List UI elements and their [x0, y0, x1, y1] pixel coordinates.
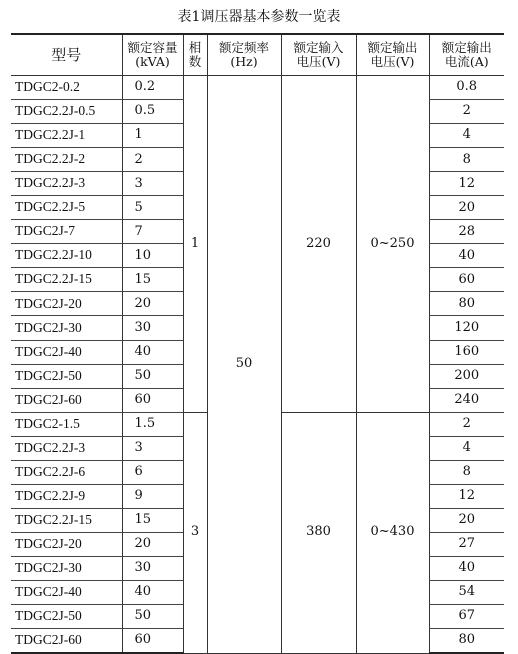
- header-output-current-line1: 额定输出: [441, 40, 492, 56]
- cell-model: TDGC2.2J-9: [11, 484, 122, 508]
- header-frequency: [207, 34, 281, 76]
- cell-capacity: 6: [122, 460, 183, 484]
- cell-capacity: 20: [122, 292, 183, 316]
- header-output-voltage-line2: 电压(V): [370, 54, 415, 69]
- cell-output-current: 160: [429, 340, 504, 364]
- cell-output-current: 2: [429, 100, 504, 124]
- cell-output-current: 60: [429, 268, 504, 292]
- cell-model: TDGC2J-40: [11, 340, 122, 364]
- cell-model: TDGC2.2J-10: [11, 244, 122, 268]
- header-model: [11, 34, 122, 76]
- cell-output-current: 200: [429, 364, 504, 388]
- cell-model: TDGC2.2J-0.5: [11, 100, 122, 124]
- header-input-voltage-line1: 额定输入: [293, 40, 344, 56]
- cell-capacity: 50: [122, 605, 183, 629]
- header-output-voltage: [356, 34, 429, 76]
- cell-model: TDGC2J-60: [11, 388, 122, 412]
- cell-model: TDGC2.2J-6: [11, 460, 122, 484]
- cell-capacity: 60: [122, 629, 183, 654]
- table-title: 表1调压器基本参数一览表: [177, 9, 341, 25]
- cell-capacity: 20: [122, 532, 183, 556]
- header-phase: [183, 34, 207, 76]
- cell-output-current: 12: [429, 172, 504, 196]
- cell-model: TDGC2.2J-15: [11, 268, 122, 292]
- cell-model: TDGC2J-30: [11, 316, 122, 340]
- cell-phase: 1: [183, 76, 207, 413]
- cell-capacity: 30: [122, 556, 183, 580]
- parameter-table: [11, 33, 504, 654]
- header-capacity-line1: 额定容量: [127, 40, 178, 56]
- cell-capacity: 5: [122, 196, 183, 220]
- cell-input-voltage: 220: [281, 76, 356, 413]
- header-frequency-line2: (Hz): [230, 54, 258, 69]
- cell-output-current: 12: [429, 484, 504, 508]
- cell-output-current: 80: [429, 292, 504, 316]
- header-frequency-line1: 额定频率: [218, 40, 269, 56]
- cell-capacity: 1: [122, 124, 183, 148]
- cell-phase: 3: [183, 412, 207, 653]
- cell-model: TDGC2J-50: [11, 605, 122, 629]
- cell-output-current: 20: [429, 508, 504, 532]
- cell-model: TDGC2J-50: [11, 364, 122, 388]
- cell-output-current: 40: [429, 244, 504, 268]
- cell-model: TDGC2-1.5: [11, 412, 122, 436]
- cell-capacity: 7: [122, 220, 183, 244]
- header-output-current-line2: 电流(A): [444, 54, 489, 69]
- cell-capacity: 3: [122, 172, 183, 196]
- cell-output-current: 2: [429, 412, 504, 436]
- cell-output-current: 80: [429, 629, 504, 654]
- cell-output-current: 4: [429, 124, 504, 148]
- cell-model: TDGC2-0.2: [11, 76, 122, 100]
- cell-capacity: 40: [122, 340, 183, 364]
- cell-output-current: 28: [429, 220, 504, 244]
- cell-output-current: 0.8: [429, 76, 504, 100]
- cell-capacity: 0.2: [122, 76, 183, 100]
- cell-output-current: 27: [429, 532, 504, 556]
- cell-capacity: 60: [122, 388, 183, 412]
- cell-model: TDGC2J-40: [11, 580, 122, 604]
- header-row: [11, 34, 504, 76]
- cell-model: TDGC2.2J-5: [11, 196, 122, 220]
- cell-model: TDGC2J-20: [11, 292, 122, 316]
- cell-model: TDGC2.2J-2: [11, 148, 122, 172]
- cell-model: TDGC2J-20: [11, 532, 122, 556]
- table-body: [11, 76, 504, 654]
- cell-frequency: 50: [207, 76, 281, 654]
- cell-model: TDGC2.2J-15: [11, 508, 122, 532]
- cell-output-voltage: 0~430: [356, 412, 429, 653]
- cell-capacity: 2: [122, 148, 183, 172]
- header-model-label: 型号: [51, 45, 82, 64]
- cell-model: TDGC2.2J-3: [11, 172, 122, 196]
- cell-model: TDGC2.2J-3: [11, 436, 122, 460]
- cell-output-current: 67: [429, 605, 504, 629]
- cell-output-current: 120: [429, 316, 504, 340]
- cell-input-voltage: 380: [281, 412, 356, 653]
- cell-capacity: 15: [122, 268, 183, 292]
- header-output-current: [429, 34, 504, 76]
- header-input-voltage: [281, 34, 356, 76]
- header-output-voltage-line1: 额定输出: [367, 40, 418, 56]
- header-phase-line2: 数: [188, 54, 202, 69]
- cell-output-current: 20: [429, 196, 504, 220]
- cell-capacity: 0.5: [122, 100, 183, 124]
- cell-capacity: 30: [122, 316, 183, 340]
- cell-capacity: 10: [122, 244, 183, 268]
- cell-model: TDGC2.2J-1: [11, 124, 122, 148]
- cell-output-current: 240: [429, 388, 504, 412]
- cell-output-current: 8: [429, 460, 504, 484]
- cell-output-current: 4: [429, 436, 504, 460]
- cell-capacity: 15: [122, 508, 183, 532]
- header-capacity-line2: (kVA): [135, 54, 170, 69]
- cell-capacity: 3: [122, 436, 183, 460]
- cell-model: TDGC2J-30: [11, 556, 122, 580]
- header-input-voltage-line2: 电压(V): [296, 54, 341, 69]
- header-capacity: [122, 34, 183, 76]
- cell-capacity: 40: [122, 580, 183, 604]
- table-row: [11, 76, 504, 100]
- cell-capacity: 50: [122, 364, 183, 388]
- cell-model: TDGC2J-7: [11, 220, 122, 244]
- cell-output-current: 8: [429, 148, 504, 172]
- cell-output-current: 54: [429, 580, 504, 604]
- cell-output-current: 40: [429, 556, 504, 580]
- cell-capacity: 1.5: [122, 412, 183, 436]
- cell-model: TDGC2J-60: [11, 629, 122, 654]
- cell-output-voltage: 0~250: [356, 76, 429, 413]
- header-phase-line1: 相: [188, 40, 202, 56]
- cell-capacity: 9: [122, 484, 183, 508]
